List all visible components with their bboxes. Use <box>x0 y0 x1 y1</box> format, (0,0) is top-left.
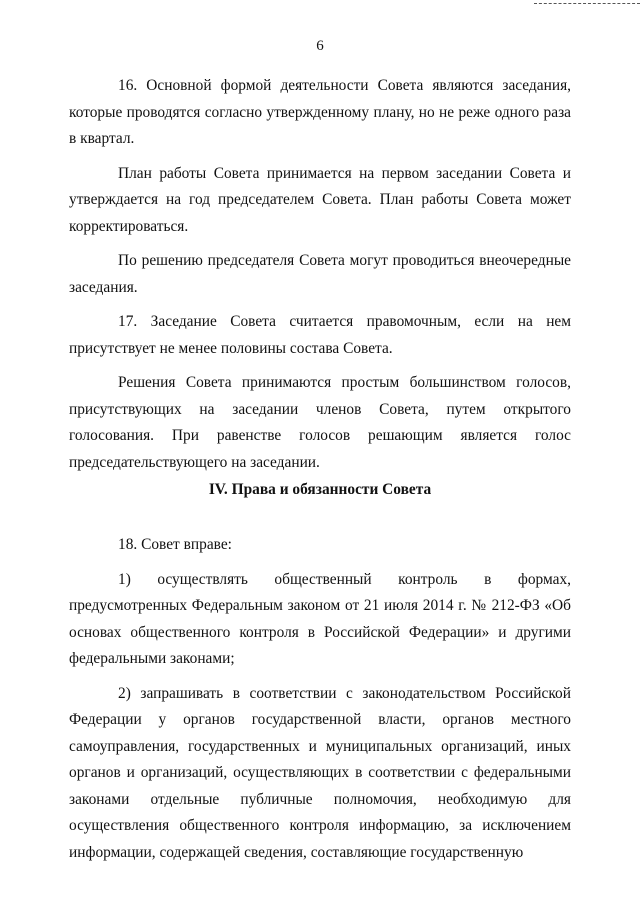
paragraph-decisions: Решения Совета принимаются простым большинством голосов, присутствующих на заседании членов Совета, путем открытого голосования. При равенстве голосов решающим является голос председательствующего на заседании. <box>69 374 571 471</box>
paragraph-18-item-1: 1) осуществлять общественный контроль в формах, предусмотренных Федеральным законом от 21 июля 2014 г. № 212-ФЗ «Об основах общественного контроля в Российской Федерации» и другими федеральными законами; <box>69 570 571 667</box>
paragraph-extraordinary: По решению председателя Совета могут проводиться внеочередные заседания. <box>69 252 571 296</box>
paragraph-18: 18. Совет вправе: <box>118 536 232 553</box>
paragraph-plan: План работы Совета принимается на первом заседании Совета и утверждается на год председателем Совета. План работы Совета может корректироваться. <box>69 164 571 235</box>
paragraph-18-item-2: 2) запрашивать в соответствии с законодательством Российской Федерации у органов государственной власти, органов местного самоуправления, государственных и муниципальных организаций, иных органов и организаций, осуществляющих в соответствии с федеральными законами отдельные публичные полномочия, необходимую для осуществления общественного контроля информацию, за исключением информации, содержащей сведения, составляющие государственную <box>69 684 571 861</box>
text-block-bottom <box>69 532 571 866</box>
top-edge-rule <box>534 3 640 4</box>
section-heading: IV. Права и обязанности Совета <box>208 481 432 498</box>
paragraph-16: 16. Основной формой деятельности Совета являются заседания, которые проводятся согласно утвержденному плану, но не реже одного раза в квартал. <box>69 77 571 147</box>
text-block-top <box>69 73 571 476</box>
page-number: 6 <box>316 38 324 54</box>
paragraph-17: 17. Заседание Совета считается правомочным, если на нем присутствует не менее половины состава Совета. <box>69 313 571 357</box>
